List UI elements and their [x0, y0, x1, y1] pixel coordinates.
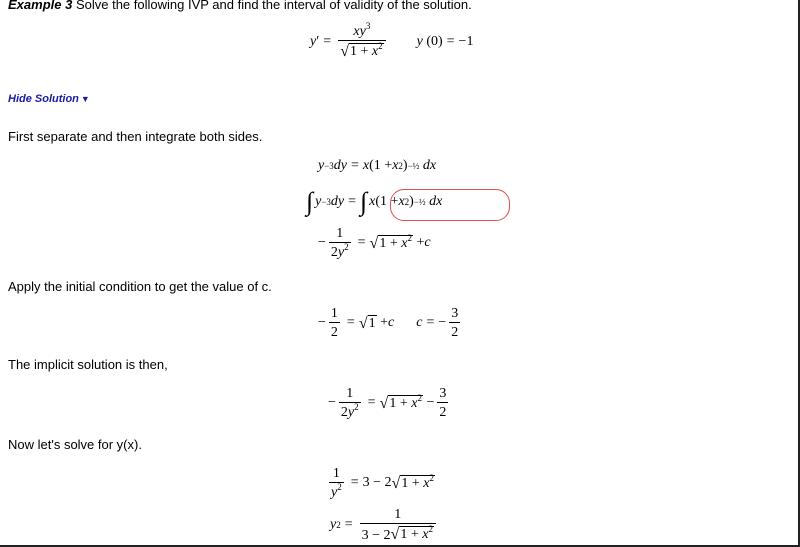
hide-solution-toggle[interactable]	[8, 93, 90, 105]
equation-implicit-solution: − $\frac{1}{2y^2}$ = √ $1 + x^2$ − $\frac{3}{2}$	[328, 386, 447, 420]
caret-down-icon: ▼	[80, 94, 90, 104]
problem-equation: y ′ = $xy^3$ √ $1 + x^2$ y (0) = −1	[310, 21, 474, 60]
hide-solution-label: Hide Solution	[8, 93, 79, 105]
equation-constant: − $\frac{1}{2}$ = √ 1 + c c = − $\frac{3}{2}$	[318, 306, 459, 340]
step-solve-text: Now let's solve for y(x).	[8, 437, 142, 452]
equation-separated: y −3 dy = x (1 + x 2 ) −½ dx	[318, 158, 437, 173]
step-implicit-text: The implicit solution is then,	[8, 357, 168, 372]
equation-y-squared: y 2 = 1 3 − 2 √ $1 + x^2$	[330, 507, 439, 543]
example-heading	[8, 0, 472, 12]
example-label: Example 3	[8, 0, 73, 12]
equation-reciprocal: $\frac{1}{y^2}$ = 3 − 2 √ $1 + x^2$	[331, 466, 434, 500]
equation-integrated: ∫ y −3 dy = ∫ x (1 + x 2 ) −½ dx	[306, 187, 443, 216]
step-initial-condition-text: Apply the initial condition to get the value of c.	[8, 279, 272, 294]
annotation-circle	[390, 189, 510, 221]
example-text: Solve the following IVP and find the interval of validity of the solution.	[75, 0, 472, 12]
equation-integrated-result: − $\frac{1}{2y^2}$ = √ $1 + x^2$ + c	[318, 226, 431, 260]
step-separate-text: First separate and then integrate both sides.	[8, 129, 263, 144]
